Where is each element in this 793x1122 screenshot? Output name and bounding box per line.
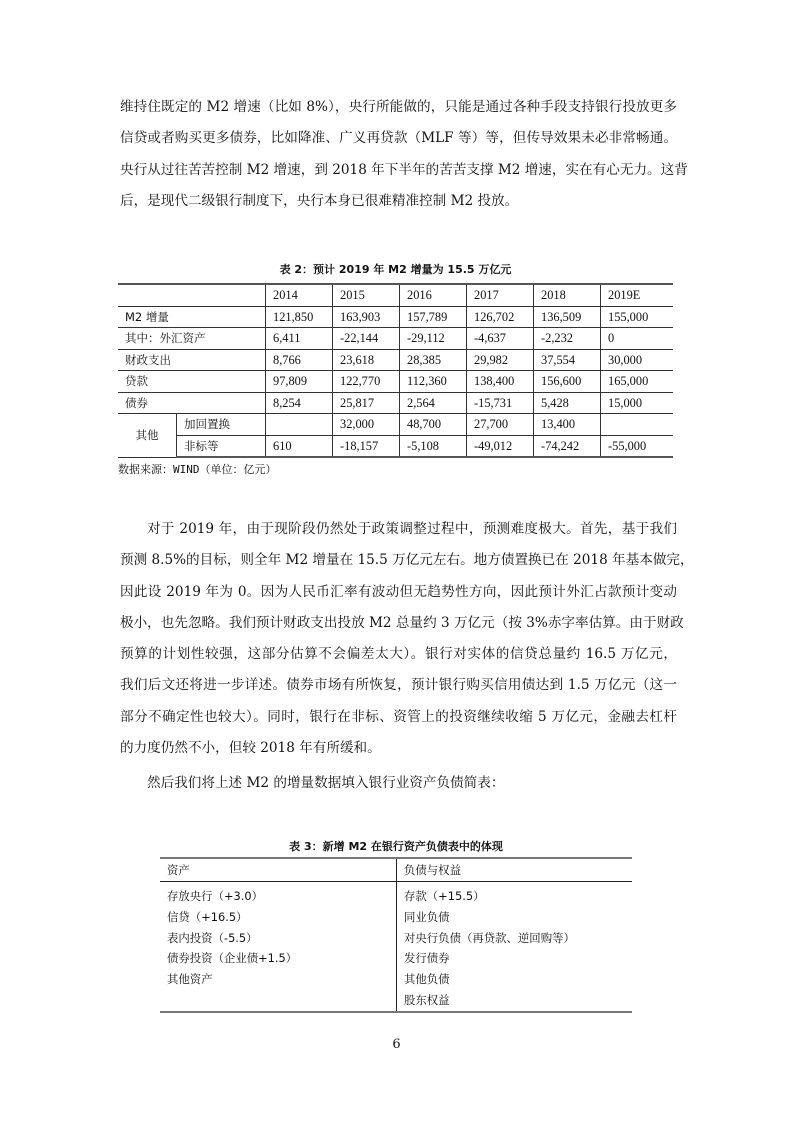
paragraph-line: 维持住既定的 M2 增速（比如 8%），央行所能做的，只能是通过各种手段支持银行投放更多 <box>120 99 677 115</box>
asset-cell: 其他资产 <box>160 969 397 990</box>
cell-value: 32,000 <box>333 414 400 436</box>
liability-cell: 发行债券 <box>404 951 450 966</box>
cell-value: 29,982 <box>467 349 534 371</box>
cell-value: -4,637 <box>467 328 534 350</box>
cell-value: 37,554 <box>534 349 601 371</box>
cell-value: 610 <box>266 435 333 457</box>
balance-sheet-table <box>160 857 632 1013</box>
cell-value: 13,400 <box>534 414 601 436</box>
cell-value: 28,385 <box>400 349 467 371</box>
cell-value: 155,000 <box>601 306 674 328</box>
table-header-row <box>118 284 673 306</box>
year-header: 2014 <box>266 284 333 306</box>
table-row <box>160 907 632 928</box>
liability-cell: 同业负债 <box>404 909 450 924</box>
table3-caption: 表 3：新增 M2 在银行资产负债表中的体现 <box>289 840 503 853</box>
paragraph-line: 后，是现代二级银行制度下，央行本身已很难精准控制 M2 投放。 <box>120 192 519 209</box>
cell-value: -15,731 <box>467 392 534 414</box>
row-label: 非标等 <box>177 435 266 457</box>
paragraph-line: 对于 2019 年，由于现阶段仍然处于政策调整过程中，预测难度极大。首先，基于我们 <box>147 521 677 537</box>
year-header: 2018 <box>534 284 601 306</box>
cell-value: 25,817 <box>333 392 400 414</box>
table-row <box>160 928 632 949</box>
paragraph-line: 央行从过往苦苦控制 M2 增速，到 2018 年下半年的苦苦支撑 M2 增速，实在有心无力。这背 <box>120 161 688 178</box>
cell-value: 30,000 <box>601 349 674 371</box>
asset-cell: 债券投资（企业债+1.5） <box>160 948 397 969</box>
table-row <box>160 969 632 990</box>
cell-value: 2,564 <box>400 392 467 414</box>
paragraph-line: 我们后文还将进一步详述。债券市场有所恢复，预计银行购买信用债达到 1.5 万亿元（这一 <box>120 677 677 694</box>
row-label: 加回置换 <box>177 414 266 436</box>
cell-value: 121,850 <box>266 306 333 328</box>
cell-value: 8,766 <box>266 349 333 371</box>
cell-value: 163,903 <box>333 306 400 328</box>
paragraph-line: 预算的计划性较强，这部分估算不会偏差太大）。银行对实体的信贷总量约 16.5 万亿元， <box>120 646 677 663</box>
cell-value: 136,509 <box>534 306 601 328</box>
year-header: 2016 <box>400 284 467 306</box>
liability-cell: 对央行负债（再贷款、逆回购等） <box>404 930 575 945</box>
cell-value: 5,428 <box>534 392 601 414</box>
table-row <box>160 882 632 907</box>
lead-in-paragraph <box>120 768 677 799</box>
row-label: 财政支出 <box>118 349 266 371</box>
table-row <box>160 990 632 1012</box>
cell-value <box>601 414 674 436</box>
asset-cell: 信贷（+16.5） <box>160 907 397 928</box>
header-blank <box>118 284 266 306</box>
table-row <box>118 392 673 414</box>
year-header: 2019E <box>601 284 674 306</box>
cell-value: 97,809 <box>266 371 333 393</box>
table-header-row <box>160 858 632 882</box>
cell-value: -2,232 <box>534 328 601 350</box>
m2-increment-table <box>118 283 673 458</box>
asset-cell: 存放央行（+3.0） <box>160 882 397 907</box>
cell-value <box>266 414 333 436</box>
cell-value: 138,400 <box>467 371 534 393</box>
cell-value: -55,000 <box>601 435 674 457</box>
table2-caption: 表 2：预计 2019 年 M2 增量为 15.5 万亿元 <box>279 263 512 276</box>
cell-value: 0 <box>601 328 674 350</box>
intro-paragraph <box>120 92 688 217</box>
table2-source: 数据来源：WIND（单位：亿元） <box>118 463 277 476</box>
row-label: M2 增量 <box>118 306 266 328</box>
cell-value: 112,360 <box>400 371 467 393</box>
cell-value: 165,000 <box>601 371 674 393</box>
cell-value: 15,000 <box>601 392 674 414</box>
group-label: 其他 <box>118 414 177 458</box>
row-label: 其中：外汇资产 <box>118 328 266 350</box>
table-row <box>118 349 673 371</box>
paragraph-line: 部分不确定性也较大）。同时，银行在非标、资管上的投资继续收缩 5 万亿元，金融去杠杆 <box>120 708 677 725</box>
table-row <box>160 948 632 969</box>
paragraph-line: 因此设 2019 年为 0。因为人民币汇率有波动但无趋势性方向，因此预计外汇占款预计变动 <box>120 583 677 600</box>
asset-cell <box>160 990 397 1012</box>
cell-value: 8,254 <box>266 392 333 414</box>
cell-value: -22,144 <box>333 328 400 350</box>
asset-cell: 表内投资（-5.5） <box>160 928 397 949</box>
cell-value: -74,242 <box>534 435 601 457</box>
year-header: 2017 <box>467 284 534 306</box>
header-assets: 资产 <box>160 858 397 882</box>
cell-value: 157,789 <box>400 306 467 328</box>
cell-value: 122,770 <box>333 371 400 393</box>
table-row <box>118 306 673 328</box>
cell-value: 48,700 <box>400 414 467 436</box>
cell-value: -29,112 <box>400 328 467 350</box>
cell-value: -49,012 <box>467 435 534 457</box>
liability-cell: 其他负债 <box>404 972 450 987</box>
row-label: 贷款 <box>118 371 266 393</box>
cell-value: 126,702 <box>467 306 534 328</box>
table-row <box>118 435 673 457</box>
liability-cell: 存款（+15.5） <box>404 889 485 903</box>
paragraph-line: 然后我们将上述 M2 的增量数据填入银行业资产负债简表： <box>147 775 505 791</box>
cell-value: -5,108 <box>400 435 467 457</box>
paragraph-line: 的力度仍然不小，但较 2018 年有所缓和。 <box>120 740 381 757</box>
cell-value: -18,157 <box>333 435 400 457</box>
row-label: 债券 <box>118 392 266 414</box>
table-row <box>118 328 673 350</box>
paragraph-line: 极小，也先忽略。我们预计财政支出投放 M2 总量约 3 万亿元（按 3%赤字率估算。由于财政 <box>120 614 684 631</box>
cell-value: 156,600 <box>534 371 601 393</box>
table-row <box>118 414 673 436</box>
header-liabilities: 负债与权益 <box>397 858 633 882</box>
paragraph-line: 预测 8.5%的目标，则全年 M2 增量在 15.5 万亿元左右。地方债置换已在 2018 年基本做完， <box>120 552 694 569</box>
paragraph-line: 信贷或者购买更多债券，比如降准、广义再贷款（MLF 等）等，但传导效果未必非常畅通。 <box>120 130 677 147</box>
forecast-paragraph <box>120 514 694 764</box>
liability-cell: 股东权益 <box>397 990 633 1012</box>
cell-value: 6,411 <box>266 328 333 350</box>
table-row <box>118 371 673 393</box>
year-header: 2015 <box>333 284 400 306</box>
cell-value: 23,618 <box>333 349 400 371</box>
page-number: 6 <box>392 1037 401 1052</box>
cell-value: 27,700 <box>467 414 534 436</box>
